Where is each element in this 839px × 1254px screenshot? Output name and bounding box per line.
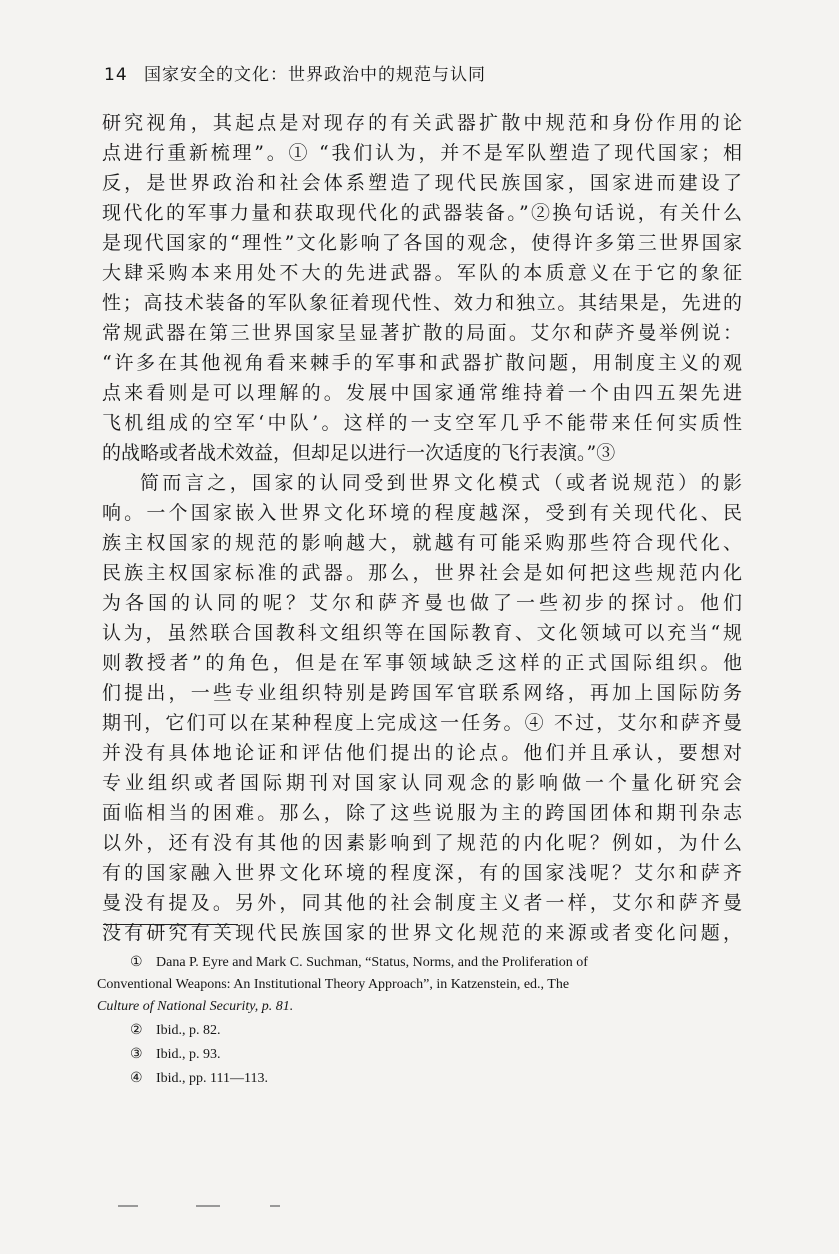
footnote-4	[130, 1068, 268, 1090]
text-line: 响。一个国家嵌入世界文化环境的程度越深，受到有关现代化、民	[102, 502, 742, 524]
footnote-text: Ibid., p. 82.	[156, 1023, 221, 1038]
footnote-3	[130, 1044, 221, 1066]
running-title: 国家安全的文化：世界政治中的规范与认同	[144, 65, 486, 85]
footnote-marker: ②	[130, 1023, 143, 1038]
text-line: 有的国家融入世界文化环境的程度深，有的国家浅呢？艾尔和萨齐	[102, 862, 742, 884]
text-line: 期刊，它们可以在某种程度上完成这一任务。④ 不过，艾尔和萨齐曼	[102, 712, 742, 734]
footnote-text: Ibid., p. 93.	[156, 1047, 221, 1062]
footnote-text: Dana P. Eyre and Mark C. Suchman, “Status, Norms, and the Proliferation of	[156, 955, 588, 970]
text-line: 飞机组成的空军‘中队’。这样的一支空军几乎不能带来任何实质性	[102, 412, 742, 434]
text-line: 认为，虽然联合国教科文组织等在国际教育、文化领域可以充当“规	[102, 622, 742, 644]
text-line: 民族主权国家标准的武器。那么，世界社会是如何把这些规范内化	[102, 562, 742, 584]
footnote-text: Culture of National Security, p. 81.	[97, 999, 294, 1014]
footnote-text: Conventional Weapons: An Institutional Theory Approach”, in Katzenstein, ed., The	[97, 977, 570, 992]
text-line: 的战略或者战术效益，但却足以进行一次适度的飞行表演。”③	[102, 442, 616, 464]
text-line: 反，是世界政治和社会体系塑造了现代民族国家，国家进而建设了	[102, 172, 742, 194]
text-line: 常规武器在第三世界国家呈显著扩散的局面。艾尔和萨齐曼举例说：	[102, 322, 742, 344]
footnote-text: Ibid., pp. 111—113.	[156, 1071, 268, 1086]
page-number: 14	[104, 65, 128, 85]
text-line: 研究视角，其起点是对现存的有关武器扩散中规范和身份作用的论	[102, 112, 742, 134]
text-line: 并没有具体地论证和评估他们提出的论点。他们并且承认，要想对	[102, 742, 742, 764]
footnote-1-line-3	[97, 996, 293, 1018]
text-line: 们提出，一些专业组织特别是跨国军官联系网络，再加上国际防务	[102, 682, 742, 704]
scan-speck	[270, 1205, 280, 1207]
scan-speck	[196, 1205, 220, 1207]
text-line: 为各国的认同的呢？艾尔和萨齐曼也做了一些初步的探讨。他们	[102, 592, 742, 614]
scan-speck	[118, 1205, 138, 1207]
text-line: 曼没有提及。另外，同其他的社会制度主义者一样，艾尔和萨齐曼	[102, 892, 742, 914]
text-line: 则教授者”的角色，但是在军事领域缺乏这样的正式国际组织。他	[102, 652, 742, 674]
text-line: 点来看则是可以理解的。发展中国家通常维持着一个由四五架先进	[102, 382, 742, 404]
footnote-2	[130, 1020, 221, 1042]
text-line: 简而言之，国家的认同受到世界文化模式（或者说规范）的影	[140, 472, 742, 494]
text-line: 没有研究有关现代民族国家的世界文化规范的来源或者变化问题，	[102, 922, 742, 944]
text-line: 以外，还有没有其他的因素影响到了规范的内化呢？例如，为什么	[102, 832, 742, 854]
text-line: 现代化的军事力量和获取现代化的武器装备。”②换句话说，有关什么	[102, 202, 742, 224]
text-line: 族主权国家的规范的影响越大，就越有可能采购那些符合现代化、	[102, 532, 742, 554]
text-line: 专业组织或者国际期刊对国家认同观念的影响做一个量化研究会	[102, 772, 742, 794]
body-text	[102, 108, 742, 948]
text-line: 大肆采购本来用处不大的先进武器。军队的本质意义在于它的象征	[102, 262, 742, 284]
footnote-marker: ③	[130, 1047, 143, 1062]
footnote-divider	[103, 924, 238, 925]
text-line: 性；高技术装备的军队象征着现代性、效力和独立。其结果是，先进的	[102, 292, 742, 314]
text-line: 面临相当的困难。那么，除了这些说服为主的跨国团体和期刊杂志	[102, 802, 742, 824]
text-line: “许多在其他视角看来棘手的军事和武器扩散问题，用制度主义的观	[102, 352, 742, 374]
footnote-1-line-2	[97, 974, 569, 996]
page-header	[104, 60, 744, 90]
footnote-1-line-1	[130, 952, 588, 974]
footnote-marker: ④	[130, 1071, 143, 1086]
text-line: 点进行重新梳理”。① “我们认为，并不是军队塑造了现代国家；相	[102, 142, 742, 164]
text-line: 是现代国家的“理性”文化影响了各国的观念，使得许多第三世界国家	[102, 232, 742, 254]
footnote-marker: ①	[130, 955, 143, 970]
